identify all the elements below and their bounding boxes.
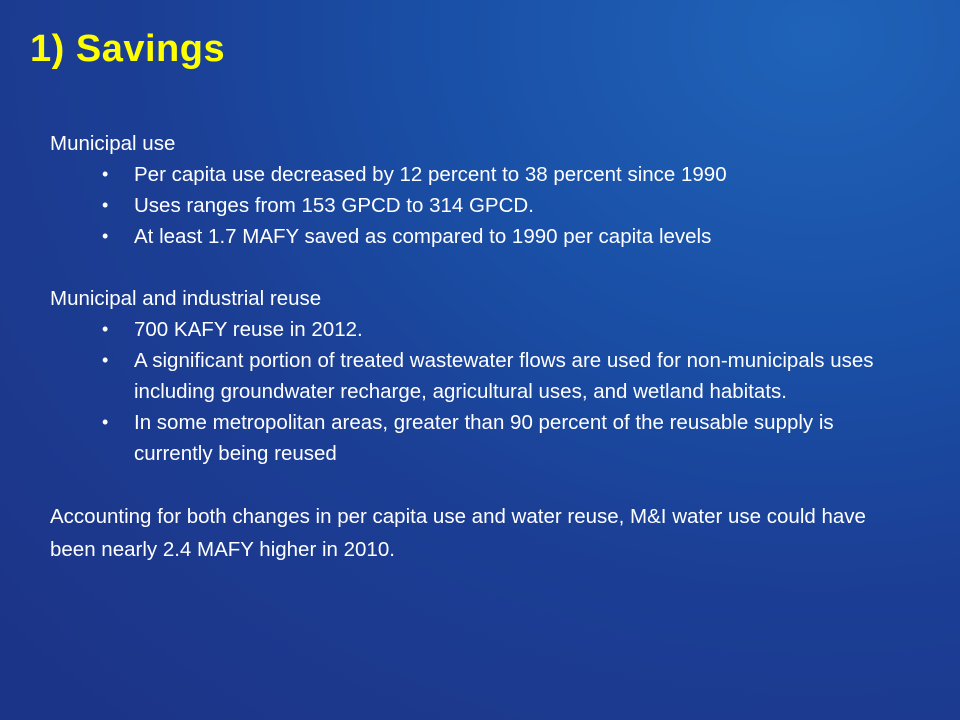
- list-item: [50, 159, 900, 190]
- bullet-text: Per capita use decreased by 12 percent to 38 percent since 1990: [134, 163, 727, 186]
- slide-title: 1) Savings: [30, 28, 226, 70]
- spacer: [50, 252, 900, 283]
- bullet-icon: •: [102, 319, 109, 339]
- bullet-text: At least 1.7 MAFY saved as compared to 1990 per capita levels: [134, 225, 712, 248]
- reuse-heading: Municipal and industrial reuse: [50, 287, 322, 310]
- spacer: [50, 469, 900, 500]
- list-item: [50, 345, 900, 407]
- municipal-use-list: [50, 159, 900, 252]
- bullet-icon: •: [102, 350, 109, 370]
- slide-content: [50, 128, 900, 566]
- bullet-icon: •: [102, 412, 109, 432]
- bullet-text: Uses ranges from 153 GPCD to 314 GPCD.: [134, 194, 534, 217]
- bullet-text: A significant portion of treated wastewater flows are used for non-municipals uses including groundwater recharge, agricultural uses, and wetland habitats.: [134, 349, 874, 403]
- reuse-list: [50, 314, 900, 469]
- list-item: [50, 407, 900, 469]
- list-item: [50, 314, 900, 345]
- bullet-text: In some metropolitan areas, greater than 90 percent of the reusable supply is currently being reused: [134, 411, 834, 465]
- bullet-icon: •: [102, 226, 109, 246]
- conclusion-text: Accounting for both changes in per capita use and water reuse, M&I water use could have been nearly 2.4 MAFY higher in 2010.: [50, 505, 866, 561]
- bullet-icon: •: [102, 164, 109, 184]
- list-item: [50, 190, 900, 221]
- list-item: [50, 221, 900, 252]
- bullet-icon: •: [102, 195, 109, 215]
- bullet-text: 700 KAFY reuse in 2012.: [134, 318, 363, 341]
- municipal-use-heading: Municipal use: [50, 132, 176, 155]
